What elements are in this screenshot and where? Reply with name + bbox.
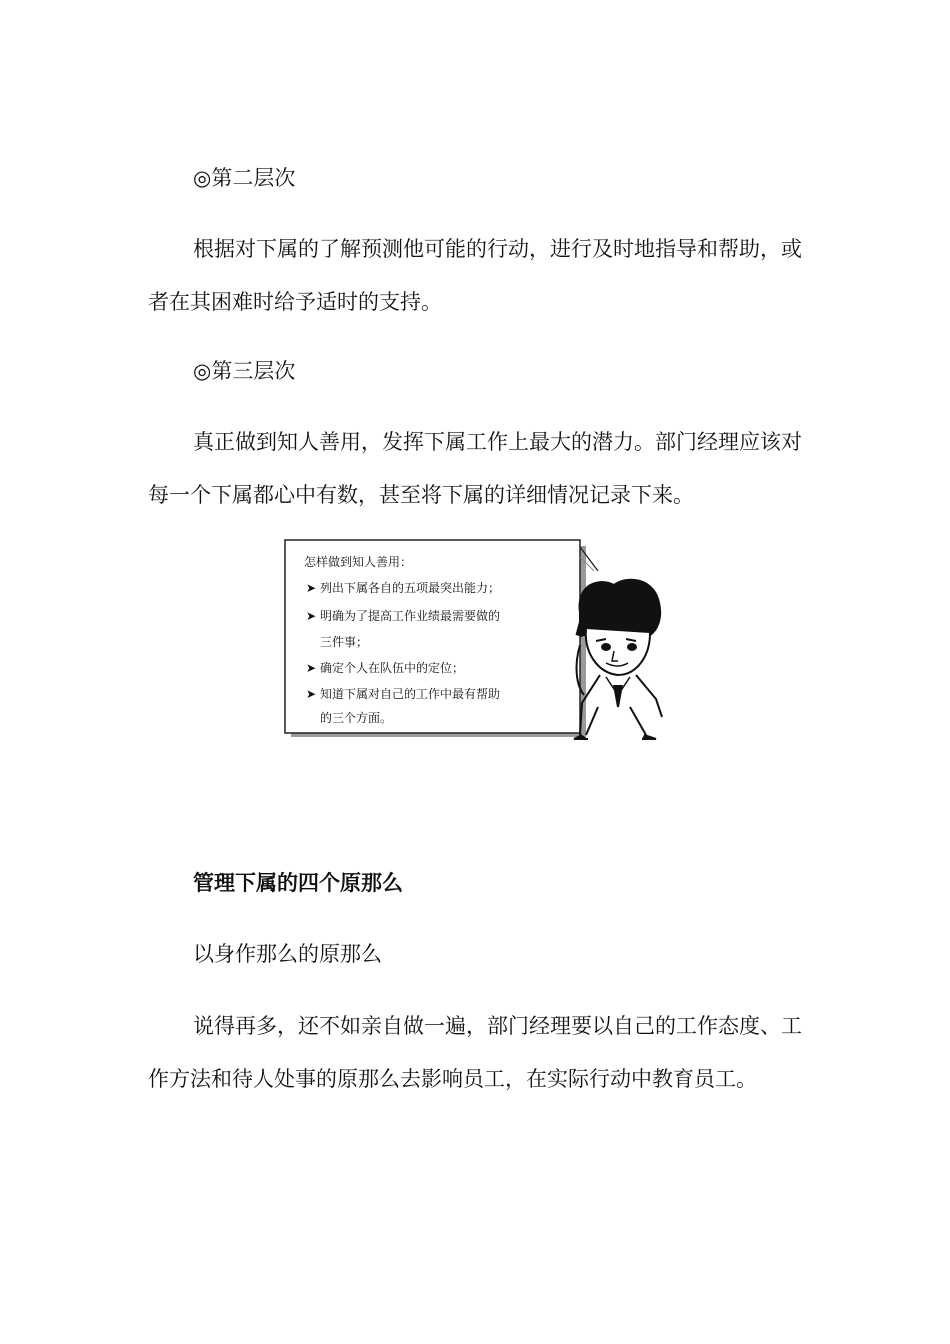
figure-title: 怎样做到知人善用： <box>304 555 413 569</box>
bullet-arrow-icon: ➤ <box>306 687 317 701</box>
paragraph-level-three: 真正做到知人善用，发挥下属工作上最大的潜力。部门经理应该对每一个下属都心中有数，甚至将下属的详细情况记录下来。 <box>148 430 802 507</box>
section-heading: 管理下属的四个原那么 <box>193 870 403 895</box>
paragraph-level-two: 根据对下属的了解预测他可能的行动，进行及时地指导和帮助，或者在其困难时给予适时的支持。 <box>148 237 802 314</box>
figure-item-4-cont: 的三个方面。 <box>320 711 393 725</box>
bullet-arrow-icon: ➤ <box>306 609 317 623</box>
figure-item-2: ➤ 明确为了提高工作业绩最需要做的 <box>306 609 501 623</box>
know-people-illustration <box>280 535 670 745</box>
heading-level-three: ◎第三层次 <box>193 359 296 383</box>
bullet-arrow-icon: ➤ <box>306 661 317 675</box>
figure-item-1: ➤ 列出下属各自的五项最突出能力； <box>306 581 501 595</box>
subheading-lead-by-example: 以身作那么的原那么 <box>193 942 382 966</box>
figure-item-3: ➤ 确定个人在队伍中的定位； <box>306 661 465 675</box>
heading-level-two: ◎第二层次 <box>193 166 296 190</box>
figure-item-4: ➤ 知道下属对自己的工作中最有帮助 <box>306 687 501 701</box>
bullet-arrow-icon: ➤ <box>306 581 317 595</box>
paragraph-lead-by-example: 说得再多，还不如亲自做一遍，部门经理要以自己的工作态度、工作方法和待人处事的原那么去影响员工，在实际行动中教育员工。 <box>148 1014 802 1091</box>
figure-item-2-cont: 三件事； <box>320 635 369 649</box>
cartoon-man-icon <box>574 580 662 739</box>
